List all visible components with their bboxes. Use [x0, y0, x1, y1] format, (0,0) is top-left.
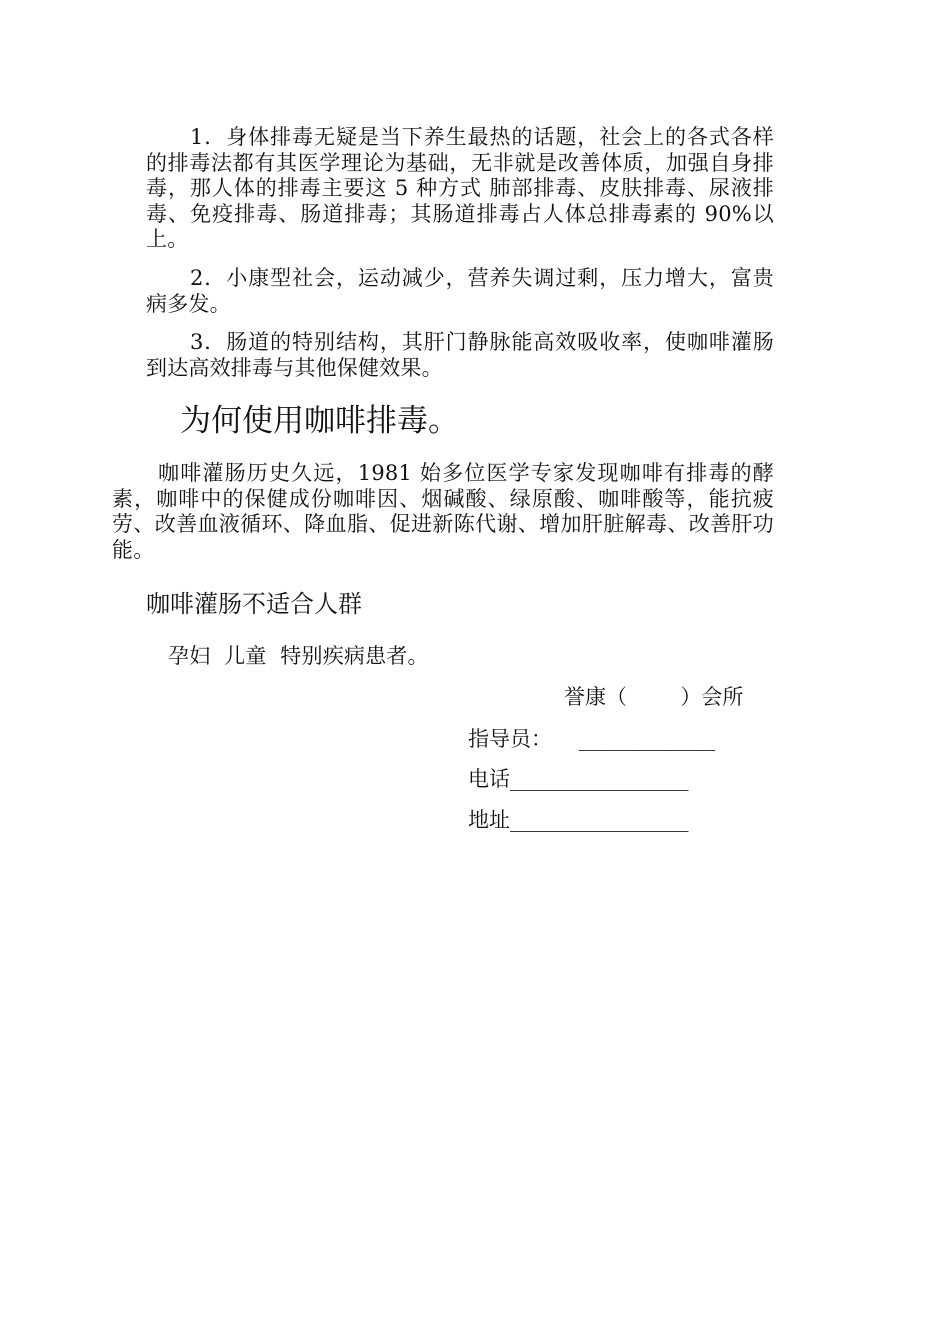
paragraph-3: 3．肠道的特别结构，其肝门静脉能高效吸收率，使咖啡灌肠到达高效排毒与其他保健效果。	[146, 330, 774, 380]
address-field: 地址_________________	[468, 808, 689, 832]
why-coffee-paragraph: 咖啡灌肠历史久远，1981 始多位医学专家发现咖啡有排毒的酵素，咖啡中的保健成份咖啡因、烟碱酸、绿原酸、咖啡酸等，能抗疲劳、改善血液循环、降血脂、促进新陈代谢、增加肝脏解毒、改善肝功能。	[112, 461, 774, 562]
paragraph-2: 2．小康型社会，运动减少，营养失调过剩，压力增大，富贵病多发。	[146, 266, 774, 316]
instructor-field: 指导员： _____________	[468, 727, 716, 751]
club-name-line: 誉康（ ）会所	[564, 685, 744, 709]
heading-unsuitable-groups: 咖啡灌肠不适合人群	[146, 590, 362, 618]
unsuitable-groups-text: 孕妇 儿童 特别疾病患者。	[168, 644, 429, 668]
phone-field: 电话_________________	[468, 767, 689, 791]
paragraph-1: 1．身体排毒无疑是当下养生最热的话题，社会上的各式各样的排毒法都有其医学理论为基础，无非就是改善体质，加强自身排毒，那人体的排毒主要这 5 种方式 肺部排毒、皮肤排毒、尿液排毒、免疫排毒、肠道排毒；其肠道排毒占人体总排毒素的 90%以上。	[146, 125, 774, 251]
heading-why-coffee-detox: 为何使用咖啡排毒。	[180, 403, 459, 439]
